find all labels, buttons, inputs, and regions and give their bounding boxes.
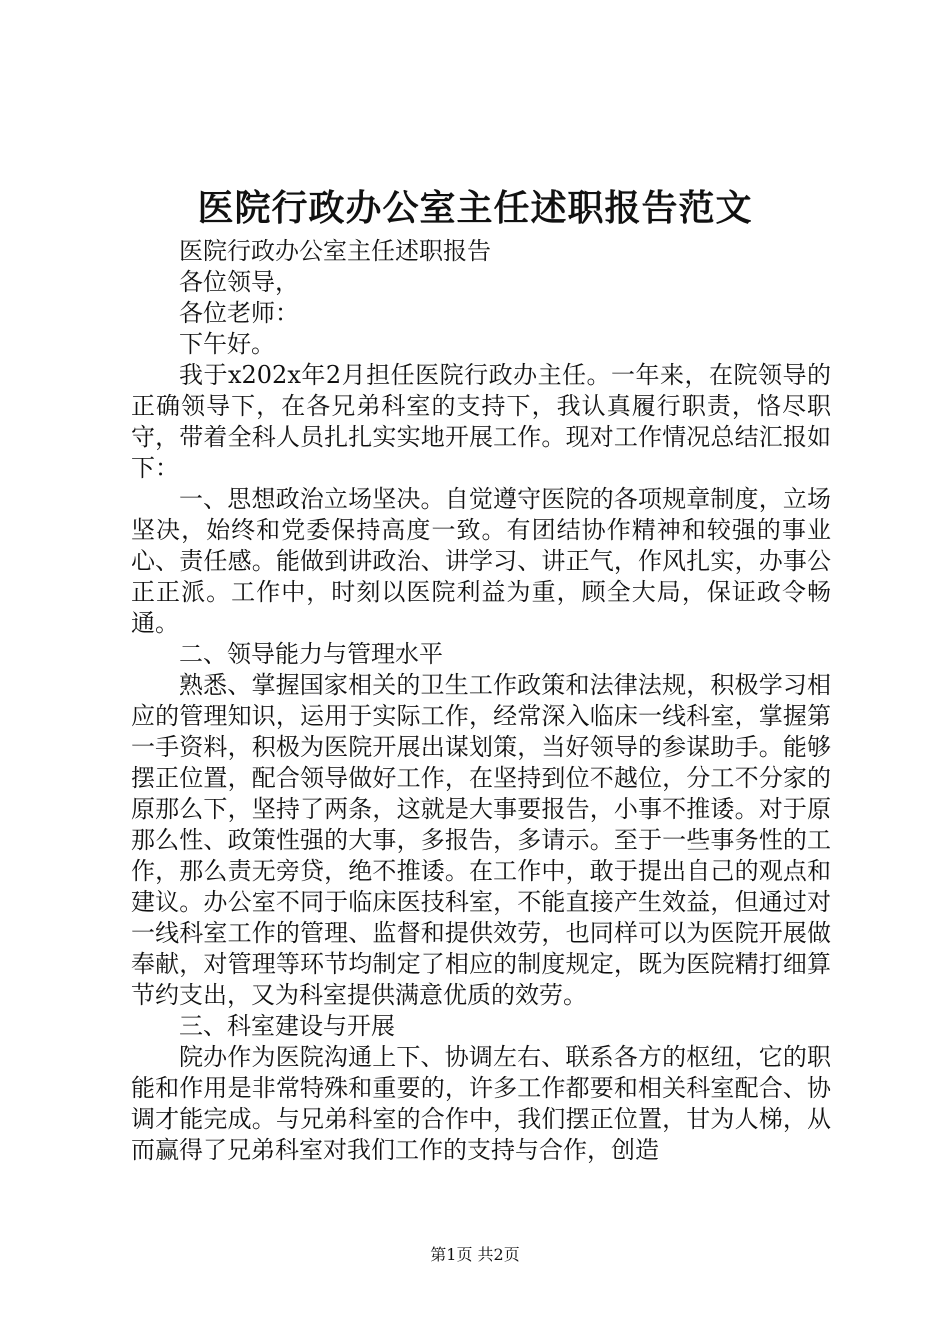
paragraph-section-1: 一、思想政治立场坚决。自觉遵守医院的各项规章制度，立场坚决，始终和党委保持高度一致。有团结协作精神和较强的事业心、责任感。能做到讲政治、讲学习、讲正气，作风扎实，办事公正正派。工作中，时刻以医院利益为重，顾全大局，保证政令畅通。 xyxy=(131,485,831,637)
page-footer: 第1页 共2页 xyxy=(430,1245,520,1264)
document-title: 医院行政办公室主任述职报告范文 xyxy=(197,187,753,229)
paragraph-section-3-heading: 三、科室建设与开展 xyxy=(179,1012,395,1040)
paragraph-salutation-teachers: 各位老师： xyxy=(179,299,299,327)
paragraph-intro: 我于x202x年2月担任医院行政办主任。一年来，在院领导的正确领导下，在各兄弟科室的支持下，我认真履行职责，恪尽职守，带着全科人员扎扎实实地开展工作。现对工作情况总结汇报如下： xyxy=(131,361,831,482)
paragraph-salutation-leaders: 各位领导， xyxy=(179,268,299,296)
paragraph-section-3-body: 院办作为医院沟通上下、协调左右、联系各方的枢纽，它的职能和作用是非常特殊和重要的，许多工作都要和相关科室配合、协调才能完成。与兄弟科室的合作中，我们摆正位置，甘为人梯，从而赢得了兄弟科室对我们工作的支持与合作，创造 xyxy=(131,1043,831,1164)
paragraph-section-2-body: 熟悉、掌握国家相关的卫生工作政策和法律法规，积极学习相应的管理知识，运用于实际工作，经常深入临床一线科室，掌握第一手资料，积极为医院开展出谋划策，当好领导的参谋助手。能够摆正位置，配合领导做好工作，在坚持到位不越位，分工不分家的原那么下，坚持了两条，这就是大事要报告，小事不推诿。对于原那么性、政策性强的大事，多报告，多请示。至于一些事务性的工作，那么责无旁贷，绝不推诿。在工作中，敢于提出自己的观点和建议。办公室不同于临床医技科室，不能直接产生效益，但通过对一线科室工作的管理、监督和提供效劳，也同样可以为医院开展做奉献，对管理等环节均制定了相应的制度规定，既为医院精打细算节约支出，又为科室提供满意优质的效劳。 xyxy=(131,671,831,1009)
paragraph-greeting: 下午好。 xyxy=(179,330,275,358)
paragraph-section-2-heading: 二、领导能力与管理水平 xyxy=(179,640,443,668)
paragraph-subtitle: 医院行政办公室主任述职报告 xyxy=(179,237,491,265)
document-body xyxy=(131,236,831,1166)
